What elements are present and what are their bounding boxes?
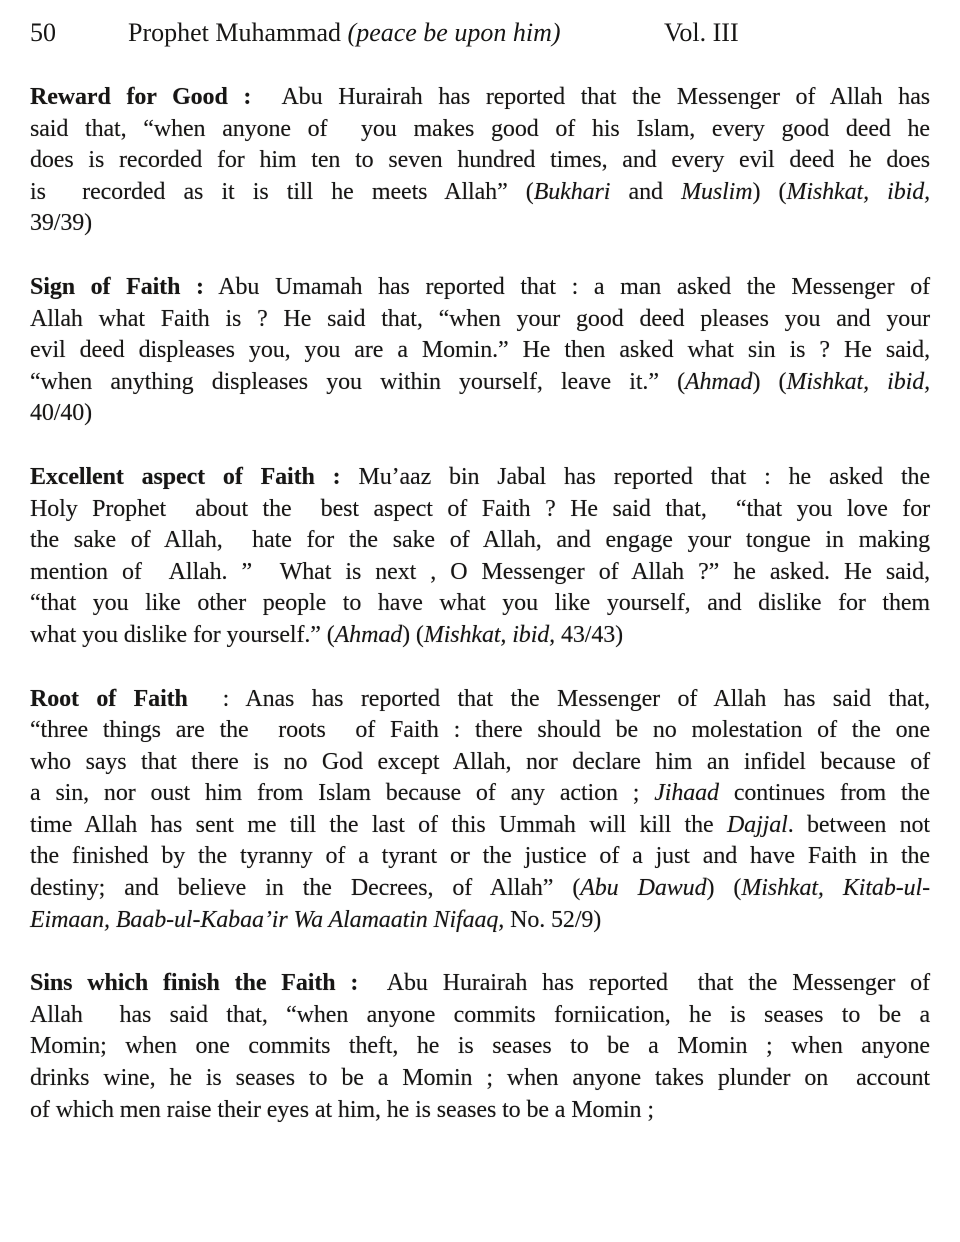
body-text: destiny; and believe in the Decrees, of Allah” (	[30, 875, 581, 902]
body-text: “when anything displeases you within yourself, leave it.” (	[30, 368, 685, 395]
body-text: . between not	[787, 811, 930, 838]
body-text: : Anas has reported that the Messenger of Allah has said that,	[187, 685, 931, 712]
text-line	[30, 114, 930, 146]
text-line	[30, 272, 930, 304]
text-line	[30, 525, 930, 557]
body-text: continues from the	[718, 780, 930, 807]
italic-citation: Bukhari	[533, 178, 611, 205]
body-text: drinks wine, he is seases to be a Momin ; when anyone takes plunder on account	[30, 1065, 930, 1092]
body-text: mention of Allah. ” What is next , O Messenger of Allah ?” he asked. He said,	[30, 558, 930, 585]
italic-citation: Ahmad	[334, 621, 403, 648]
page-header	[0, 16, 960, 52]
body-text: 40/40)	[30, 400, 93, 427]
text-line	[30, 1031, 930, 1063]
body-text: “three things are the roots of Faith : there should be no molestation of the one	[30, 717, 930, 744]
text-line	[30, 1063, 930, 1095]
body-text: Mu’aaz bin Jabal has reported that : he asked the	[340, 463, 930, 490]
body-text: ) (	[752, 178, 787, 205]
body-text: the sake of Allah, hate for the sake of Allah, and engage your tongue in making	[30, 527, 930, 554]
document-body	[30, 82, 930, 1158]
section-heading: Sins which finish the Faith :	[30, 970, 359, 997]
text-line	[30, 905, 930, 937]
body-text: ) (	[752, 368, 787, 395]
text-line	[30, 367, 930, 399]
italic-citation: Mishkat, Kitab-ul-	[741, 875, 930, 902]
italic-citation: Dajjal	[726, 811, 788, 838]
volume-label: Vol. III	[664, 18, 739, 47]
text-line	[30, 1000, 930, 1032]
italic-citation: Ahmad	[684, 368, 753, 395]
body-text: ) (	[706, 875, 742, 902]
body-text: of which men raise their eyes at him, he is seases to be a Momin ;	[30, 1096, 654, 1123]
paragraph-reward-for-good	[30, 82, 930, 240]
text-line	[30, 715, 930, 747]
body-text: said that, “when anyone of you makes good of his Islam, every good deed he	[30, 115, 930, 142]
body-text: what you dislike for yourself.” (	[30, 621, 335, 648]
text-line	[30, 873, 930, 905]
body-text: Abu Hurairah has reported that the Messenger of Allah has	[251, 84, 930, 110]
body-text: No. 52/9)	[504, 906, 602, 933]
text-line	[30, 557, 930, 589]
page-number: 50	[30, 18, 56, 47]
italic-citation: Muslim	[681, 178, 753, 205]
paragraph-root-of-faith	[30, 684, 930, 937]
text-line	[30, 1095, 930, 1127]
paragraph-sins-which-finish-the-faith	[30, 968, 930, 1126]
text-line	[30, 747, 930, 779]
text-line	[30, 145, 930, 177]
body-text: Abu Umamah has reported that : a man asked the Messenger of	[203, 273, 930, 300]
running-title-roman: Prophet Muhammad	[128, 18, 348, 47]
body-text: Holy Prophet about the best aspect of Faith ? He said that, “that you love for	[30, 495, 930, 522]
text-line	[30, 462, 930, 494]
body-text: Momin; when one commits theft, he is seases to be a Momin ; when anyone	[30, 1033, 930, 1060]
text-line	[30, 335, 930, 367]
body-text: 39/39)	[30, 210, 93, 237]
section-heading: Sign of Faith :	[30, 273, 204, 300]
italic-citation: Mishkat, ibid,	[786, 368, 931, 395]
text-line	[30, 177, 930, 209]
body-text: who says that there is no God except Allah, nor declare him an infidel because of	[30, 748, 930, 775]
body-text: does is recorded for him ten to seven hundred times, and every evil deed he does	[30, 147, 930, 174]
text-line	[30, 778, 930, 810]
text-line	[30, 588, 930, 620]
section-heading: Excellent aspect of Faith :	[30, 463, 341, 490]
text-line	[30, 494, 930, 526]
italic-citation: Jihaad	[654, 780, 719, 807]
paragraph-sign-of-faith	[30, 272, 930, 430]
body-text: a sin, nor oust him from Islam because of any action ;	[30, 780, 655, 807]
text-line	[30, 841, 930, 873]
body-text: and	[610, 178, 682, 205]
text-line	[30, 620, 930, 652]
running-title-italic: (peace be upon him)	[347, 18, 561, 47]
running-title	[128, 16, 561, 50]
body-text: is recorded as it is till he meets Allah” (	[30, 178, 534, 205]
text-line	[30, 398, 930, 430]
body-text: “that you like other people to have what you like yourself, and dislike for them	[30, 590, 930, 617]
body-text: ) (	[402, 621, 424, 648]
section-heading: Root of Faith	[30, 685, 188, 712]
italic-citation: Mishkat, ibid,	[423, 621, 556, 648]
italic-citation: Eimaan, Baab-ul-Kabaa’ir Wa Alamaatin Nifaaq,	[30, 906, 505, 933]
body-text: time Allah has sent me till the last of this Ummah will kill the	[30, 811, 727, 838]
body-text: the finished by the tyranny of a tyrant or the justice of a just and have Faith in the	[30, 843, 930, 870]
body-text: Abu Hurairah has reported that the Messenger of	[358, 970, 930, 997]
paragraph-excellent-aspect-of-faith	[30, 462, 930, 652]
italic-citation: Abu Dawud	[580, 875, 707, 902]
text-line	[30, 684, 930, 716]
section-heading: Reward for Good :	[30, 84, 252, 110]
body-text: Allah what Faith is ? He said that, “when your good deed pleases you and your	[30, 305, 930, 332]
body-text: Allah has said that, “when anyone commits forniication, he is seases to be a	[30, 1001, 930, 1028]
text-line	[30, 810, 930, 842]
text-line	[30, 968, 930, 1000]
text-line	[30, 82, 930, 114]
text-line	[30, 208, 930, 240]
body-text: evil deed displeases you, you are a Momin.” He then asked what sin is ? He said,	[30, 337, 930, 364]
italic-citation: Mishkat, ibid,	[786, 178, 930, 205]
text-line	[30, 304, 930, 336]
body-text: 43/43)	[555, 621, 624, 648]
